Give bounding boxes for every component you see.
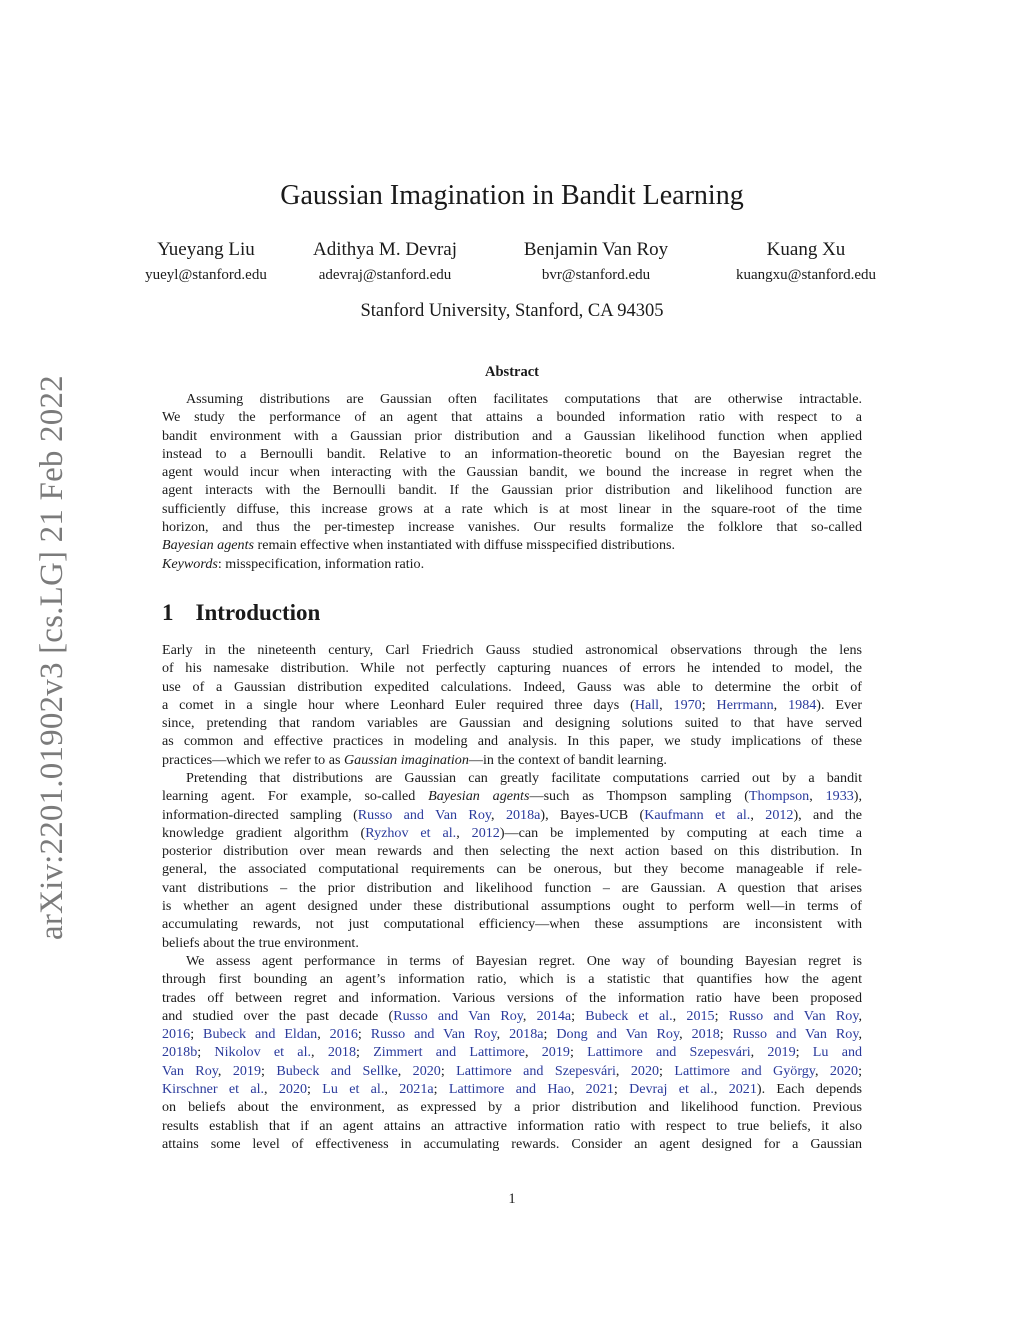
paragraph-line: Early in the nineteenth century, Carl Friedrich Gauss studied astronomical observations through the lens <box>162 642 862 658</box>
paragraph-line: beliefs about the true environment. <box>162 934 359 951</box>
text-run: ; <box>307 1081 323 1098</box>
citation-link[interactable]: Kaufmann et al. <box>644 806 751 823</box>
citation-link[interactable]: Lattimore and Szepesvári <box>456 1062 616 1079</box>
citation-link[interactable]: Dong and Van Roy <box>556 1026 680 1043</box>
text-run: , <box>522 1007 537 1024</box>
citation-link[interactable]: 2012 <box>765 806 794 823</box>
citation-link[interactable]: Herrmann <box>716 696 774 713</box>
text-run: , <box>524 1044 542 1061</box>
text-run: knowledge gradient algorithm ( <box>162 824 366 841</box>
citation-link[interactable]: 2019 <box>232 1062 261 1079</box>
text-run: ; <box>571 1007 586 1024</box>
paragraph-line: results establish that if an agent attains an attractive information ratio with respect to true beliefs, it also <box>162 1117 862 1134</box>
paragraph-line: of his namesake distribution. While not perfectly capturing nuances of errors he intended to model, the <box>162 660 862 677</box>
abstract-line: We study the performance of an agent that attains a bounded information ratio with respect to a <box>162 409 862 426</box>
text-run: , <box>679 1026 692 1043</box>
paragraph-line <box>162 1043 862 1061</box>
abstract-heading: Abstract <box>485 364 539 380</box>
text-run: ; <box>701 696 717 713</box>
paragraph-line: general, the associated computational requirements can be onerous, but they become manageable if rele- <box>162 861 862 878</box>
citation-link[interactable]: Kirschner et al. <box>162 1081 265 1098</box>
citation-link[interactable]: 2012 <box>471 824 500 841</box>
citation-link[interactable]: Bubeck et al. <box>585 1007 673 1024</box>
author-block <box>706 238 906 284</box>
text-run: ; <box>858 1062 862 1079</box>
abstract-line: bandit environment with a Gaussian prior distribution and a Gaussian likelihood function when applied <box>162 427 862 444</box>
paragraph-line <box>162 806 862 824</box>
paragraph-line: Pretending that distributions are Gaussian can greatly facilitate computations carried out by a bandit <box>186 770 862 786</box>
text-run: ; <box>719 1026 733 1043</box>
text-run: practices—which we refer to as <box>162 751 344 768</box>
text-run: , <box>773 696 789 713</box>
text-run: , <box>264 1081 279 1098</box>
paragraph-line: since, pretending that random variables are Gaussian and designing solutions suited to that have served <box>162 715 862 732</box>
abstract-line: Assuming distributions are Gaussian often facilitates computations that are otherwise intractable. <box>186 391 862 407</box>
text-run: ), and the <box>793 806 863 823</box>
paper-title: Gaussian Imagination in Bandit Learning <box>280 180 744 211</box>
paragraph-line: accumulating rewards, not just computational efficiency—when these assumptions are inconsistent with <box>162 916 862 933</box>
citation-link[interactable]: Lattimore and Hao <box>448 1081 571 1098</box>
emphasis: Gaussian imagination <box>343 751 469 768</box>
text-run: ; <box>433 1081 449 1098</box>
affiliation: Stanford University, Stanford, CA 94305 <box>360 301 664 321</box>
paragraph-line: posterior distribution over mean rewards and then selecting the next action based on this distribution. In <box>162 843 862 860</box>
citation-link[interactable]: Van Roy <box>162 1062 218 1079</box>
paragraph-line: is whether an agent designed under these distributional assumptions ought to perform well—in terms of <box>162 898 862 915</box>
text-run: , <box>750 1044 768 1061</box>
citation-link[interactable]: 2018a <box>505 806 541 823</box>
paragraph-line <box>162 1080 862 1098</box>
text-run: ; <box>569 1044 588 1061</box>
abstract-line: horizon, and thus the per-timestep increase vanishes. Our results formalize the folklore that so-called <box>162 519 862 536</box>
text-run: ; <box>659 1062 675 1079</box>
page-number: 1 <box>508 1191 516 1207</box>
text-run: , <box>672 1007 687 1024</box>
paragraph-line: attains some level of effectiveness in accumulating rewards. Consider an agent designed for a Gaussian <box>162 1135 862 1152</box>
author-email[interactable]: kuangxu@stanford.edu <box>735 267 877 283</box>
author-name: Kuang Xu <box>766 239 846 260</box>
text-run: , <box>858 1026 863 1043</box>
author-name: Benjamin Van Roy <box>523 239 669 260</box>
text-run: ; <box>543 1026 557 1043</box>
author-block <box>106 238 306 284</box>
author-block <box>496 238 696 284</box>
text-run: , <box>713 1081 729 1098</box>
citation-link[interactable]: Lu and <box>812 1044 863 1061</box>
citation-link[interactable]: Lattimore and György <box>674 1062 815 1079</box>
text-run: ; <box>357 1026 371 1043</box>
text-run: , <box>809 788 826 805</box>
citation-link[interactable]: 2021 <box>585 1081 614 1098</box>
citation-link[interactable]: 2020 <box>829 1062 859 1079</box>
paragraph-line <box>162 696 862 714</box>
text-run: , <box>570 1081 586 1098</box>
text-run: , <box>397 1062 413 1079</box>
citation-link[interactable]: 2019 <box>541 1044 570 1061</box>
citation-link[interactable]: Nikolov et al. <box>214 1044 312 1061</box>
paragraph-line <box>162 1007 862 1025</box>
text-run: a comet in a single hour where Leonhard Euler required three days ( <box>162 696 635 713</box>
emphasis: Bayesian agents <box>162 537 254 554</box>
keywords-text: : misspecification, information ratio. <box>217 555 425 572</box>
citation-link[interactable]: Lattimore and Szepesvári <box>587 1044 751 1061</box>
section-number: 1 <box>162 600 174 625</box>
text-run: , <box>317 1026 330 1043</box>
citation-link[interactable]: Zimmert and Lattimore <box>373 1044 525 1061</box>
citation-link[interactable]: 2020 <box>630 1062 660 1079</box>
text-run: remain effective when instantiated with diffuse misspecified distributions. <box>253 537 676 554</box>
citation-link[interactable]: 2014a <box>536 1007 572 1024</box>
citation-link[interactable]: 2018b <box>162 1044 198 1061</box>
text-run: ; <box>356 1044 374 1061</box>
author-email[interactable]: yueyl@stanford.edu <box>145 267 267 283</box>
abstract-line: agent interacts with the Bernoulli bandit. If the Gaussian prior distribution and likelihood function are <box>162 482 862 499</box>
abstract-line <box>162 536 862 554</box>
text-run: —such as Thompson sampling ( <box>529 788 749 805</box>
intro-paragraph-1 <box>162 641 862 769</box>
abstract-line: agent would incur when interacting with the Gaussian bandit, we bound the increase in regret when the <box>162 464 862 481</box>
paragraph-line: use of a Gaussian distribution expedited calculations. Indeed, Gauss was able to determine the orbit of <box>162 678 862 695</box>
citation-link[interactable]: 2015 <box>686 1007 715 1024</box>
text-run: information-directed sampling ( <box>162 806 358 823</box>
citation-link[interactable]: 2016 <box>162 1026 191 1043</box>
text-run: ; <box>795 1044 813 1061</box>
citation-link[interactable]: 2018 <box>327 1044 356 1061</box>
citation-link[interactable]: 2016 <box>329 1026 358 1043</box>
text-run: ; <box>261 1062 277 1079</box>
text-run: , <box>311 1044 328 1061</box>
text-run: , <box>858 1007 862 1024</box>
paragraph-line: on beliefs about the environment, as expressed by a prior distribution and likelihood function. Previous <box>162 1099 862 1116</box>
text-run: ; <box>613 1081 630 1098</box>
abstract-line: instead to a Bernoulli bandit. Relative to an information-theoretic bound on the Bayesian regret the <box>162 445 862 462</box>
abstract-body <box>162 390 862 573</box>
citation-link[interactable]: 2018a <box>509 1026 544 1043</box>
citation-link[interactable]: Hall <box>634 696 660 713</box>
citation-link[interactable]: Russo and Van Roy <box>357 806 492 823</box>
text-run: ; <box>190 1026 204 1043</box>
text-run: ; <box>197 1044 215 1061</box>
citation-link[interactable]: Devraj et al. <box>629 1081 714 1098</box>
paragraph-line: as common and effective practices in modeling and analysis. In this paper, we study implications of these <box>162 733 862 750</box>
citation-link[interactable]: 2021a <box>399 1081 434 1098</box>
keywords-label: Keywords <box>162 555 218 572</box>
paragraph-line: We assess agent performance in terms of Bayesian regret. One way of bounding Bayesian regret is <box>186 953 862 969</box>
section-title: Introduction <box>195 600 321 625</box>
text-run: , <box>456 824 472 841</box>
citation-link[interactable]: Russo and Van Roy <box>370 1026 497 1043</box>
citation-link[interactable]: 2018 <box>691 1026 720 1043</box>
text-run: , <box>615 1062 631 1079</box>
keywords-line <box>162 555 862 573</box>
section-heading <box>162 600 320 626</box>
paragraph-line <box>162 1025 862 1043</box>
text-run: ; <box>714 1007 729 1024</box>
citation-link[interactable]: Thompson <box>748 788 810 805</box>
paragraph-line <box>162 1062 862 1080</box>
text-run: ). Each depends <box>756 1081 863 1098</box>
citation-link[interactable]: Russo and Van Roy <box>728 1007 859 1024</box>
text-run: ). Ever <box>816 696 863 713</box>
intro-paragraph-3 <box>162 952 862 1153</box>
citation-link[interactable]: Bubeck and Eldan <box>203 1026 318 1043</box>
emphasis: Bayesian agents <box>428 788 530 805</box>
author-email[interactable]: adevraj@stanford.edu <box>318 267 452 283</box>
text-run: , <box>750 806 766 823</box>
text-run: —in the context of bandit learning. <box>468 751 667 768</box>
text-run: learning agent. For example, so-called <box>162 788 429 805</box>
citation-link[interactable]: 2020 <box>412 1062 441 1079</box>
author-block <box>285 238 485 284</box>
author-name: Adithya M. Devraj <box>312 239 458 260</box>
text-run: , <box>814 1062 830 1079</box>
text-run: and studied over the past decade ( <box>162 1007 394 1024</box>
citation-link[interactable]: Ryzhov et al. <box>365 824 457 841</box>
citation-link[interactable]: Bubeck and Sellke <box>276 1062 398 1079</box>
abstract-line: sufficiently diffuse, this increase grows at a rate which is at most linear in the square-root of the time <box>162 500 862 517</box>
paragraph-line: trades off between regret and information. Various versions of the information ratio have been proposed <box>162 989 862 1006</box>
paragraph-line: vant distributions – the prior distribution and likelihood function – are Gaussian. A question that arises <box>162 879 862 896</box>
citation-link[interactable]: 2020 <box>278 1081 308 1098</box>
citation-link[interactable]: Lu et al. <box>322 1081 385 1098</box>
text-run: , <box>491 806 506 823</box>
author-email[interactable]: bvr@stanford.edu <box>541 267 651 283</box>
paragraph-line <box>162 824 862 842</box>
citation-link[interactable]: 1933 <box>825 788 854 805</box>
paragraph-line <box>162 751 862 769</box>
text-run: ), Bayes-UCB ( <box>540 806 645 823</box>
intro-paragraph-2 <box>162 769 862 952</box>
arxiv-identifier-stamp: arXiv:2201.01902v3 [cs.LG] 21 Feb 2022 <box>34 375 70 940</box>
citation-link[interactable]: Russo and Van Roy <box>393 1007 523 1024</box>
paragraph-line: through first bounding an agent’s information ratio, which is a statistic that quantifies how the agent <box>162 971 862 988</box>
citation-link[interactable]: 2019 <box>767 1044 796 1061</box>
author-name: Yueyang Liu <box>157 239 255 260</box>
text-run: ; <box>440 1062 457 1079</box>
citation-link[interactable]: 1970 <box>673 696 702 713</box>
text-run: , <box>659 696 674 713</box>
text-run: )—can be implemented by computing at each time a <box>499 824 862 841</box>
text-run: , <box>496 1026 510 1043</box>
paragraph-line <box>162 787 862 805</box>
citation-link[interactable]: 2021 <box>728 1081 757 1098</box>
text-run: ), <box>853 788 862 805</box>
citation-link[interactable]: 1984 <box>788 696 817 713</box>
text-run: , <box>217 1062 233 1079</box>
citation-link[interactable]: Russo and Van Roy <box>732 1026 859 1043</box>
text-run: , <box>384 1081 400 1098</box>
